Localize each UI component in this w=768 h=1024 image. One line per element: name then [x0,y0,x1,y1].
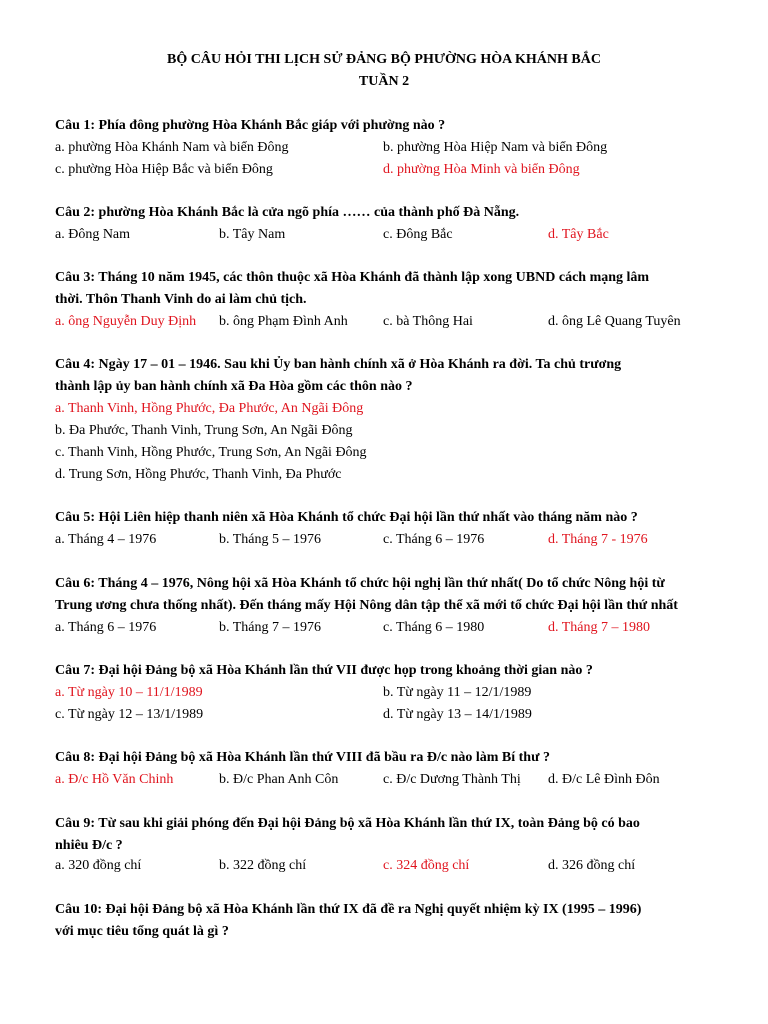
question-9-option-c-answer: c. 324 đồng chí [383,858,470,873]
question-9-option-b: b. 322 đồng chí [219,858,307,873]
question-1-option-a: a. phường Hòa Khánh Nam và biển Đông [55,140,289,155]
question-5-option-c: c. Tháng 6 – 1976 [383,532,485,547]
question-7-option-a-answer: a. Từ ngày 10 – 11/1/1989 [55,685,203,700]
question-10-line-2: với mục tiêu tổng quát là gì ? [55,924,229,939]
question-9-option-d: d. 326 đồng chí [548,858,636,873]
question-4-line-2: thành lập ủy ban hành chính xã Đa Hòa gồm các thôn nào ? [55,379,413,394]
question-9-options [0,856,768,876]
question-9-line-1: Câu 9: Từ sau khi giải phóng đến Đại hội Đảng bộ xã Hòa Khánh lần thứ IX, toàn Đảng bộ có bao [55,816,640,831]
question-8-option-b: b. Đ/c Phan Anh Côn [219,772,339,787]
question-7-option-d: d. Từ ngày 13 – 14/1/1989 [383,707,532,722]
question-3-options [0,312,768,332]
question-7-options-row-1 [0,683,768,703]
question-1-option-d-answer: d. phường Hòa Minh và biển Đông [383,162,580,177]
question-3-option-c: c. bà Thông Hai [383,314,473,329]
question-6-options [0,618,768,638]
question-5: Câu 5: Hội Liên hiệp thanh niên xã Hòa Khánh tổ chức Đại hội lần thứ nhất vào tháng năm nào ? [55,510,638,525]
question-1: Câu 1: Phía đông phường Hòa Khánh Bắc giáp với phường nào ? [55,118,446,133]
question-7-option-b: b. Từ ngày 11 – 12/1/1989 [383,685,532,700]
question-8: Câu 8: Đại hội Đảng bộ xã Hòa Khánh lần thứ VIII đã bầu ra Đ/c nào làm Bí thư ? [55,750,550,765]
question-5-options [0,530,768,550]
question-2-option-c: c. Đông Bắc [383,227,453,242]
question-9-line-2: nhiêu Đ/c ? [55,838,123,853]
question-2-option-a: a. Đông Nam [55,227,131,242]
question-3-line-2: thời. Thôn Thanh Vinh do ai làm chủ tịch. [55,292,307,307]
question-7-option-c: c. Từ ngày 12 – 13/1/1989 [55,707,204,722]
question-3-option-d: d. ông Lê Quang Tuyên [548,314,681,329]
question-6-line-1: Câu 6: Tháng 4 – 1976, Nông hội xã Hòa Khánh tổ chức hội nghị lần thứ nhất( Do tổ chức Nông hội từ [55,576,665,591]
question-9-option-a: a. 320 đồng chí [55,858,142,873]
question-5-option-d-answer: d. Tháng 7 - 1976 [548,532,648,547]
question-8-option-a-answer: a. Đ/c Hồ Văn Chinh [55,772,174,787]
question-10-line-1: Câu 10: Đại hội Đảng bộ xã Hòa Khánh lần thứ IX đã đề ra Nghị quyết nhiệm kỳ IX (1995 – 1996) [55,902,642,917]
question-5-option-a: a. Tháng 4 – 1976 [55,532,157,547]
question-5-option-b: b. Tháng 5 – 1976 [219,532,322,547]
question-8-options [0,770,768,790]
question-6-option-a: a. Tháng 6 – 1976 [55,620,157,635]
question-8-option-c: c. Đ/c Dương Thành Thị [383,772,521,787]
question-6-option-d-answer: d. Tháng 7 – 1980 [548,620,651,635]
question-2: Câu 2: phường Hòa Khánh Bắc là cửa ngõ phía …… của thành phố Đà Nẵng. [55,205,520,220]
question-4-option-c: c. Thanh Vinh, Hồng Phước, Trung Sơn, An Ngãi Đông [55,445,367,460]
question-7: Câu 7: Đại hội Đảng bộ xã Hòa Khánh lần thứ VII được họp trong khoảng thời gian nào ? [55,663,593,678]
question-2-option-d-answer: d. Tây Bắc [548,227,609,242]
question-6-line-2: Trung ương chưa thống nhất). Đến tháng mấy Hội Nông dân tập thể xã mới tổ chức Đại hội lần thứ nhất [55,598,678,613]
question-8-option-d: d. Đ/c Lê Đình Đôn [548,772,660,787]
document-title: BỘ CÂU HỎI THI LỊCH SỬ ĐẢNG BỘ PHƯỜNG HÒA KHÁNH BẮC [167,52,601,67]
question-4-option-d: d. Trung Sơn, Hồng Phước, Thanh Vinh, Đa Phước [55,467,342,482]
question-2-options [0,225,768,245]
question-3-option-b: b. ông Phạm Đình Anh [219,314,348,329]
question-1-options-row-1 [0,138,768,158]
question-2-option-b: b. Tây Nam [219,227,286,242]
question-4-option-a-answer: a. Thanh Vinh, Hồng Phước, Đa Phước, An Ngãi Đông [55,401,364,416]
question-3-line-1: Câu 3: Tháng 10 năm 1945, các thôn thuộc xã Hòa Khánh đã thành lập xong UBND cách mạng lâm [55,270,650,285]
question-3-option-a-answer: a. ông Nguyễn Duy Định [55,314,197,329]
question-1-options-row-2 [0,160,768,180]
question-4-line-1: Câu 4: Ngày 17 – 01 – 1946. Sau khi Ủy ban hành chính xã ở Hòa Khánh ra đời. Ta chủ trương [55,357,622,372]
question-4-option-b: b. Đa Phước, Thanh Vinh, Trung Sơn, An Ngãi Đông [55,423,353,438]
document-subtitle: TUẦN 2 [358,74,410,89]
question-7-options-row-2 [0,705,768,725]
question-1-option-b: b. phường Hòa Hiệp Nam và biển Đông [383,140,608,155]
question-1-option-c: c. phường Hòa Hiệp Bắc và biển Đông [55,162,273,177]
question-6-option-c: c. Tháng 6 – 1980 [383,620,485,635]
question-6-option-b: b. Tháng 7 – 1976 [219,620,322,635]
